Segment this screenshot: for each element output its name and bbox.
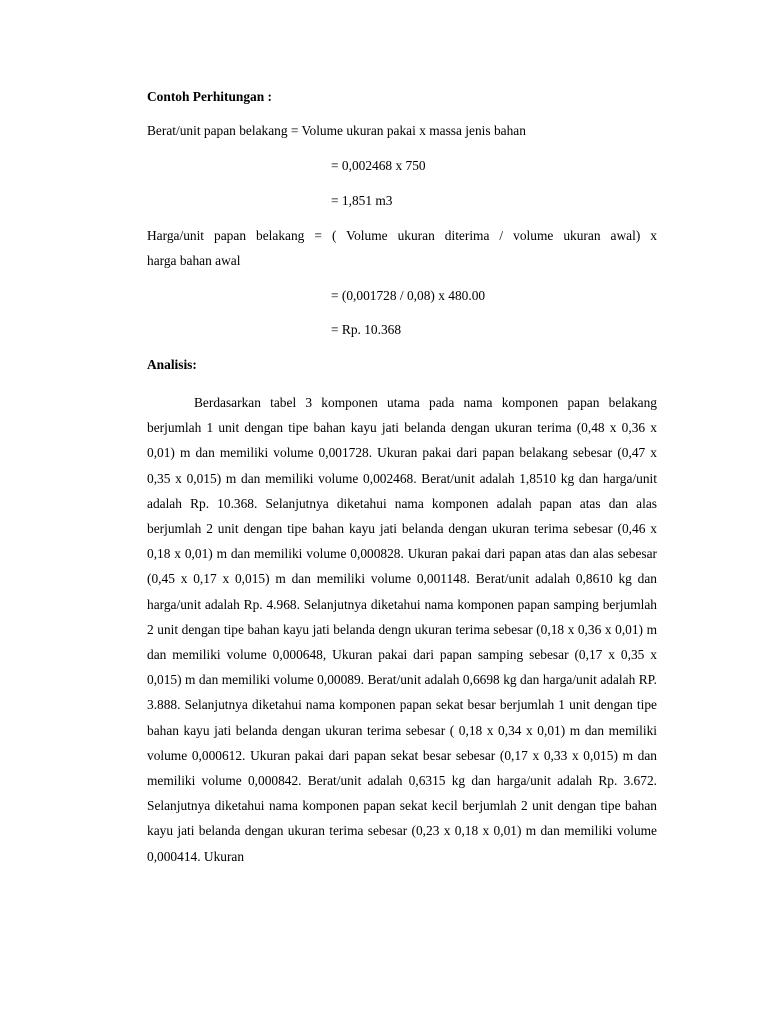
price-calculation-step: = (0,001728 / 0,08) x 480.00	[331, 288, 486, 303]
weight-result: = 1,851 m3	[331, 193, 393, 208]
analysis-paragraph: Berdasarkan tabel 3 komponen utama pada nama komponen papan belakang berjumlah 1 unit dengan tipe bahan kayu jati belanda dengan ukuran terima (0,48 x 0,36 x 0,01) m dan memiliki volume 0,001728. Ukuran pakai dari papan belakang sebesar (0,47 x 0,35 x 0,015) m dan memiliki volume 0,002468. Berat/unit adalah 1,8510 kg dan harga/unit adalah Rp. 10.368. Selanjutnya diketahui nama komponen adalah papan atas dan alas berjumlah 2 unit dengan tipe bahan kayu jati belanda dengan ukuran terima sebesar (0,46 x 0,18 x 0,01) m dan memiliki volume 0,000828. Ukuran pakai dari papan atas dan alas sebesar (0,45 x 0,17 x 0,015) m dan memiliki volume 0,001148. Berat/unit adalah 0,8610 kg dan harga/unit adalah Rp. 4.968. Selanjutnya diketahui nama komponen papan samping berjumlah 2 unit dengan tipe bahan kayu jati belanda dengn ukuran terima sebesar (0,18 x 0,36 x 0,01) m dan memiliki volume 0,000648, Ukuran pakai dari papan samping sebesar (0,17 x 0,35 x 0,015) m dan memiliki volume 0,00089. Berat/unit adalah 0,6698 kg dan harga/unit adalah RP. 3.888. Selanjutnya diketahui nama komponen papan sekat besar berjumlah 1 unit dengan tipe bahan kayu jati belanda dengan ukuran terima sebesar ( 0,18 x 0,34 x 0,01) m dan memiliki volume 0,000612. Ukuran pakai dari papan sekat besar sebesar (0,17 x 0,33 x 0,015) m dan memiliki volume 0,000842. Berat/unit adalah 0,6315 kg dan harga/unit adalah Rp. 3.672. Selanjutnya diketahui nama komponen papan sekat kecil berjumlah 2 unit dengan tipe bahan kayu jati belanda dengan ukuran terima sebesar (0,23 x 0,18 x 0,01) m dan memiliki volume 0,000414. Ukuran	[147, 395, 657, 864]
price-result: = Rp. 10.368	[331, 322, 402, 337]
price-formula-continuation: harga bahan awal	[147, 253, 241, 268]
heading-analysis: Analisis:	[147, 357, 197, 372]
weight-calculation-step: = 0,002468 x 750	[331, 158, 426, 173]
weight-formula: Berat/unit papan belakang = Volume ukuran pakai x massa jenis bahan	[147, 123, 526, 138]
price-formula-line: Harga/unit papan belakang = ( Volume ukuran diterima / volume ukuran awal) x	[147, 228, 657, 243]
heading-calculation-example: Contoh Perhitungan :	[147, 89, 272, 104]
